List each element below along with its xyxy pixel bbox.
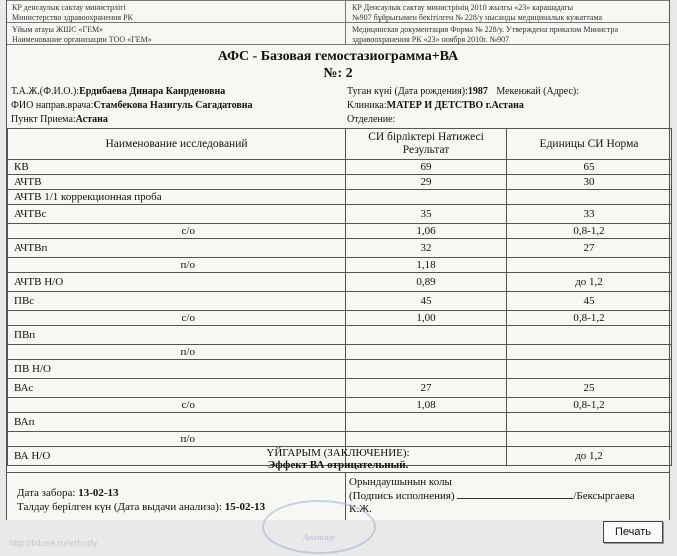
header-norm: Единицы СИ Норма [507, 129, 672, 160]
date-taken [17, 487, 119, 499]
table-row [8, 311, 672, 326]
table-row [8, 326, 672, 345]
result-cell: 1,00 [346, 311, 507, 326]
norm-cell: до 1,2 [507, 273, 672, 292]
org-ru: Наименование организации ТОО «ГЕМ» [12, 35, 152, 44]
result-cell [346, 345, 507, 360]
table-row [8, 379, 672, 398]
conclusion-text: Эффект ВА отрицательный. [267, 459, 409, 471]
norm-cell: 45 [507, 292, 672, 311]
analysis-form [6, 0, 670, 520]
test-name-cell: ПВп [8, 326, 346, 345]
stamp-text: Анализир [303, 533, 335, 542]
test-name-cell: ВАс [8, 379, 346, 398]
clinic-value: МАТЕР И ДЕТСТВО г.Астана [386, 100, 524, 111]
test-name-cell: п/о [8, 345, 346, 360]
table-row [8, 258, 672, 273]
test-name-cell: ВА Н/О [8, 447, 346, 466]
header-right [347, 2, 671, 24]
table-row [8, 398, 672, 413]
norm-cell: 0,8-1,2 [507, 224, 672, 239]
executor-name: /Бексыргаева [573, 490, 635, 502]
norm-cell [507, 360, 672, 379]
date-taken-value: 13-02-13 [78, 487, 119, 499]
norm-cell [507, 345, 672, 360]
patient-name-value: Ердибаева Динара Канрденовна [79, 86, 226, 97]
result-cell: 45 [346, 292, 507, 311]
header-mid-border [7, 22, 669, 23]
test-name-cell: АЧТВп [8, 239, 346, 258]
norm-cell [507, 190, 672, 205]
executor-label-kk: Орындаушынын колы [349, 476, 452, 488]
table-row [8, 413, 672, 432]
reception-point [11, 114, 108, 125]
point-value: Астана [75, 114, 108, 125]
test-name-cell: АЧТВс [8, 205, 346, 224]
header-left [7, 2, 345, 24]
header-divider [345, 0, 346, 44]
executor-initials: К.Ж. [349, 503, 372, 515]
signature-line [457, 489, 573, 499]
conclusion [7, 447, 669, 471]
patient-name [11, 86, 225, 97]
table-row [8, 360, 672, 379]
doctor-value: Стамбекова Назигуль Сагадатовна [93, 100, 253, 111]
header-result: СИ бірліктері Натижесі Результат [346, 129, 507, 160]
test-name-cell: КВ [8, 160, 346, 175]
point-label: Пункт Приема: [11, 114, 76, 125]
norm-cell: до 1,2 [507, 447, 672, 466]
order-ru-2: здравоохранения РК «23» ноября 2010г. №907 [352, 35, 510, 44]
conclusion-label: ҮЙГАРЫМ (ЗАКЛЮЧЕНИЕ): [266, 447, 410, 459]
result-cell: 0,89 [346, 273, 507, 292]
birth-value: 1987 [467, 86, 488, 97]
norm-cell [507, 258, 672, 273]
patient-name-label: Т.А.Ж.(Ф.И.О.): [11, 86, 80, 97]
result-cell: 69 [346, 160, 507, 175]
executor-label-ru: (Подпись исполнения) [349, 490, 455, 502]
result-cell: 1,08 [346, 398, 507, 413]
date-issued [17, 501, 265, 513]
test-name-cell: АЧТВ [8, 175, 346, 190]
norm-cell [507, 432, 672, 447]
norm-cell [507, 413, 672, 432]
ministry-kk: КР денсаулык сактау министрлігі [12, 3, 126, 12]
test-name-cell: ПВс [8, 292, 346, 311]
org-kk: Ұйым атауы ЖШС «ГЕМ» [12, 25, 104, 34]
referring-doctor [11, 100, 253, 111]
result-cell: 32 [346, 239, 507, 258]
footer-border [7, 472, 669, 473]
test-name-cell: с/о [8, 398, 346, 413]
header-top-border [7, 0, 669, 1]
result-cell [346, 432, 507, 447]
result-cell [346, 360, 507, 379]
table-row [8, 224, 672, 239]
order-kk-1: КР Денсаулык сактау министрінің 2010 жылгы «23» карашадагы [352, 3, 574, 12]
seal-stamp [262, 500, 376, 554]
date-issued-value: 15-02-13 [224, 501, 266, 513]
result-cell: 35 [346, 205, 507, 224]
table-row [8, 273, 672, 292]
department-label: Отделение: [347, 114, 396, 125]
norm-cell: 0,8-1,2 [507, 398, 672, 413]
table-row [8, 239, 672, 258]
result-cell: 1,06 [346, 224, 507, 239]
norm-cell [507, 326, 672, 345]
address-label: Мекенжай (Адрес): [496, 86, 580, 97]
table-row [8, 292, 672, 311]
date-issued-label: Талдау берілген күн (Дата выдачи анализа): [17, 501, 223, 513]
table-row [8, 345, 672, 360]
results-table-wrapper [7, 128, 671, 466]
date-taken-label: Дата забора: [17, 487, 76, 499]
test-name-cell: АЧТВ Н/О [8, 273, 346, 292]
doctor-label: ФИО направ.врача: [11, 100, 94, 111]
test-name-cell: п/о [8, 432, 346, 447]
table-row [8, 175, 672, 190]
table-header-row [8, 129, 672, 160]
result-cell: 27 [346, 379, 507, 398]
document-number: №: 2 [323, 66, 353, 81]
clinic [347, 100, 524, 111]
result-cell [346, 190, 507, 205]
result-cell [346, 413, 507, 432]
result-cell: 1,18 [346, 258, 507, 273]
executor-signature [349, 476, 635, 516]
norm-cell: 27 [507, 239, 672, 258]
result-cell [346, 326, 507, 345]
executor-line [349, 489, 635, 503]
ministry-ru: Министерство здравоохранения РК [12, 13, 133, 22]
order-kk-2: №907 бұйрығымен бекітілген № 228/у нысанды медициналык кужаттама [352, 13, 603, 22]
test-name-cell: п/о [8, 258, 346, 273]
clinic-label: Клиника: [347, 100, 387, 111]
result-cell: 29 [346, 175, 507, 190]
order-ru-1: Медицинская документация Форма № 228/у. Утверждена приказом Министра [352, 25, 619, 34]
print-button[interactable]: Печать [603, 521, 663, 543]
document-title: АФС - Базовая гемостазиограмма+ВА [217, 49, 459, 64]
header-test-name: Наименование исследований [8, 129, 346, 160]
norm-cell: 0,8-1,2 [507, 311, 672, 326]
header-right-ru [347, 24, 671, 46]
table-row [8, 432, 672, 447]
header-left-org [7, 24, 345, 46]
norm-cell: 30 [507, 175, 672, 190]
birth-label: Туган күні (Дата рождения): [347, 86, 468, 97]
table-row [8, 205, 672, 224]
test-name-cell: с/о [8, 311, 346, 326]
patient-birth [347, 86, 579, 97]
department [347, 114, 395, 125]
header-bottom-border [7, 44, 669, 45]
test-name-cell: ВАп [8, 413, 346, 432]
results-table [7, 128, 672, 466]
test-name-cell: ПВ Н/О [8, 360, 346, 379]
test-name-cell: АЧТВ 1/1 коррекционная проба [8, 190, 346, 205]
watermark: http://lidusa.ru/ezhudy [9, 538, 98, 548]
table-row [8, 190, 672, 205]
form-header [7, 0, 669, 44]
table-row [8, 160, 672, 175]
norm-cell: 25 [507, 379, 672, 398]
norm-cell: 65 [507, 160, 672, 175]
test-name-cell: с/о [8, 224, 346, 239]
norm-cell: 33 [507, 205, 672, 224]
